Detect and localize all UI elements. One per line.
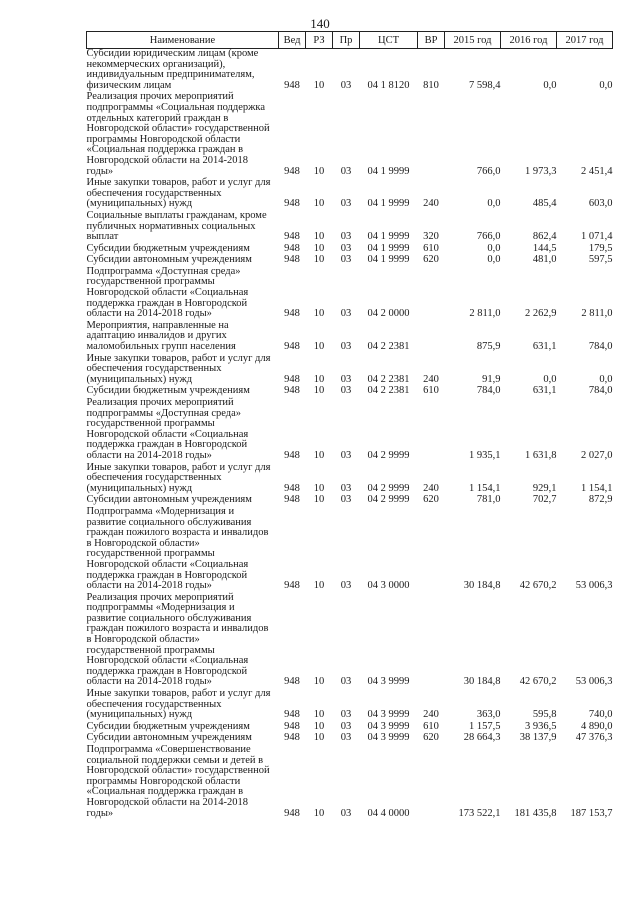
cell-2017: 740,0	[588, 709, 613, 721]
cell-ved: 948	[284, 385, 300, 397]
cell-cst: 04 3 9999	[367, 732, 410, 744]
table-row	[87, 92, 613, 178]
cell-2015: 781,0	[476, 494, 501, 506]
cell-vr	[418, 745, 445, 820]
cell-2015: 1 154,1	[469, 482, 501, 494]
cell-pr: 03	[340, 254, 352, 266]
cell-2017: 0,0	[599, 373, 613, 385]
cell-ved: 948	[284, 198, 300, 210]
cell-name: Иные закупки товаров, работ и услуг для обеспечения государственных (муниципальных) нужд	[86, 688, 271, 721]
cell-vr: 240	[423, 198, 439, 210]
cell-name: Субсидии бюджетным учреждениям	[86, 720, 250, 732]
cell-pr: 03	[340, 79, 352, 91]
table-row	[87, 178, 613, 211]
cell-rz: 10	[313, 242, 325, 254]
cell-ved: 948	[284, 676, 300, 688]
cell-cst: 04 2 0000	[367, 308, 410, 320]
cell-rz: 10	[313, 254, 325, 266]
cell-2016: 481,0	[532, 254, 557, 266]
cell-cst: 04 3 9999	[367, 709, 410, 721]
cell-2017: 1 071,4	[581, 231, 613, 243]
cell-vr	[418, 267, 445, 321]
cell-name: Иные закупки товаров, работ и услуг для обеспечения государственных (муниципальных) нужд	[86, 177, 271, 210]
cell-2017: 1 154,1	[581, 482, 613, 494]
table-row	[87, 211, 613, 244]
cell-vr: 240	[423, 373, 439, 385]
cell-name: Иные закупки товаров, работ и услуг для обеспечения государственных (муниципальных) нужд	[86, 352, 271, 385]
cell-cst: 04 3 0000	[367, 580, 410, 592]
cell-rz: 10	[313, 676, 325, 688]
cell-2015: 1 935,1	[469, 449, 501, 461]
cell-cst: 04 2 2381	[367, 341, 410, 353]
cell-2017: 53 006,3	[575, 676, 613, 688]
cell-cst: 04 2 9999	[367, 449, 410, 461]
cell-2015: 0,0	[487, 198, 501, 210]
cell-rz: 10	[313, 79, 325, 91]
cell-cst: 04 1 9999	[367, 198, 410, 210]
cell-pr: 03	[340, 231, 352, 243]
cell-vr: 240	[423, 709, 439, 721]
cell-2015: 2 811,0	[469, 308, 501, 320]
cell-ved: 948	[284, 165, 300, 177]
cell-2017: 2 811,0	[581, 308, 613, 320]
cell-pr: 03	[340, 807, 352, 819]
cell-vr: 610	[423, 242, 439, 254]
cell-name: Подпрограмма «Доступная среда» государственной программы Новгородской области «Социальная поддержка граждан в Новгородской области на 2014-2018 годы»	[86, 265, 249, 320]
cell-2016: 631,1	[532, 341, 557, 353]
cell-cst: 04 2 2381	[367, 385, 410, 397]
cell-2017: 2 027,0	[581, 449, 613, 461]
cell-rz: 10	[313, 494, 325, 506]
header-2017: 2017 год	[557, 32, 613, 49]
cell-pr: 03	[340, 709, 352, 721]
cell-pr: 03	[340, 308, 352, 320]
cell-cst: 04 3 9999	[367, 676, 410, 688]
cell-2016: 631,1	[532, 385, 557, 397]
budget-table	[86, 31, 613, 820]
cell-2017: 784,0	[588, 341, 613, 353]
cell-pr: 03	[340, 165, 352, 177]
cell-ved: 948	[284, 494, 300, 506]
cell-rz: 10	[313, 449, 325, 461]
cell-pr: 03	[340, 449, 352, 461]
cell-2015: 363,0	[476, 709, 501, 721]
page-number: 140	[310, 16, 330, 31]
table-row	[87, 398, 613, 463]
cell-ved: 948	[284, 732, 300, 744]
table-row	[87, 507, 613, 593]
cell-pr: 03	[340, 494, 352, 506]
cell-2016: 38 137,9	[519, 732, 557, 744]
cell-pr: 03	[340, 385, 352, 397]
cell-2016: 181 435,8	[514, 807, 557, 819]
cell-ved: 948	[284, 373, 300, 385]
cell-name: Субсидии юридическим лицам (кроме некоммерческих организаций), индивидуальным предпринимателям, физическим лицам	[86, 48, 259, 91]
cell-2015: 0,0	[487, 254, 501, 266]
cell-ved: 948	[284, 308, 300, 320]
cell-vr	[418, 507, 445, 593]
cell-2016: 3 936,5	[525, 720, 557, 732]
cell-name: Субсидии бюджетным учреждениям	[86, 385, 250, 397]
cell-2016: 0,0	[543, 79, 557, 91]
cell-2016: 1 973,3	[525, 165, 557, 177]
cell-2017: 0,0	[599, 79, 613, 91]
cell-ved: 948	[284, 720, 300, 732]
table-header-row	[87, 32, 613, 49]
cell-name: Субсидии автономным учреждениям	[86, 494, 252, 506]
cell-cst: 04 1 9999	[367, 254, 410, 266]
cell-vr: 620	[423, 494, 439, 506]
cell-ved: 948	[284, 482, 300, 494]
cell-2017: 47 376,3	[575, 732, 613, 744]
cell-ved: 948	[284, 449, 300, 461]
cell-2016: 2 262,9	[525, 308, 557, 320]
cell-2017: 872,9	[588, 494, 613, 506]
cell-rz: 10	[313, 308, 325, 320]
cell-ved: 948	[284, 231, 300, 243]
table-body	[87, 49, 613, 821]
cell-rz: 10	[313, 580, 325, 592]
cell-rz: 10	[313, 341, 325, 353]
cell-rz: 10	[313, 231, 325, 243]
cell-2015: 0,0	[487, 242, 501, 254]
cell-vr: 610	[423, 720, 439, 732]
cell-ved: 948	[284, 254, 300, 266]
cell-vr	[418, 92, 445, 178]
cell-2015: 28 664,3	[463, 732, 501, 744]
cell-pr: 03	[340, 676, 352, 688]
cell-2017: 597,5	[588, 254, 613, 266]
cell-name: Социальные выплаты гражданам, кроме публичных нормативных социальных выплат	[86, 209, 267, 243]
cell-2016: 144,5	[532, 242, 557, 254]
cell-2015: 784,0	[476, 385, 501, 397]
cell-2017: 784,0	[588, 385, 613, 397]
cell-cst: 04 1 9999	[367, 242, 410, 254]
table-row	[87, 354, 613, 387]
header-rz: РЗ	[306, 32, 333, 49]
header-pr: Пр	[333, 32, 360, 49]
cell-pr: 03	[340, 242, 352, 254]
cell-pr: 03	[340, 580, 352, 592]
table-row	[87, 745, 613, 820]
cell-rz: 10	[313, 807, 325, 819]
cell-2015: 875,9	[476, 341, 501, 353]
cell-vr: 620	[423, 254, 439, 266]
cell-rz: 10	[313, 373, 325, 385]
cell-vr	[418, 321, 445, 354]
table-row	[87, 689, 613, 722]
cell-vr: 610	[423, 385, 439, 397]
table-row	[87, 49, 613, 93]
table-row	[87, 593, 613, 689]
cell-2015: 91,9	[482, 373, 501, 385]
header-2016: 2016 год	[501, 32, 557, 49]
header-ved: Вед	[279, 32, 306, 49]
cell-2017: 603,0	[588, 198, 613, 210]
cell-2017: 187 153,7	[570, 807, 613, 819]
cell-name: Иные закупки товаров, работ и услуг для обеспечения государственных (муниципальных) нужд	[86, 461, 271, 494]
cell-2016: 0,0	[543, 373, 557, 385]
header-2015: 2015 год	[445, 32, 501, 49]
cell-vr: 620	[423, 732, 439, 744]
cell-2016: 1 631,8	[525, 449, 557, 461]
cell-cst: 04 2 2381	[367, 373, 410, 385]
table-row	[87, 267, 613, 321]
cell-pr: 03	[340, 341, 352, 353]
cell-2015: 30 184,8	[463, 580, 501, 592]
cell-ved: 948	[284, 79, 300, 91]
cell-rz: 10	[313, 198, 325, 210]
cell-2017: 4 890,0	[581, 720, 613, 732]
cell-pr: 03	[340, 732, 352, 744]
cell-name: Подпрограмма «Совершенствование социальной поддержки семьи и детей в Новгородской области» государственной программы Новгородской области «Социальная поддержка граждан в Новгородской области на 2014-2018 годы»	[86, 744, 270, 819]
cell-name: Субсидии автономным учреждениям	[86, 732, 252, 744]
cell-2015: 766,0	[476, 165, 501, 177]
cell-2017: 179,5	[588, 242, 613, 254]
cell-vr	[418, 593, 445, 689]
cell-vr: 320	[423, 231, 439, 243]
cell-vr: 810	[423, 79, 439, 91]
cell-rz: 10	[313, 482, 325, 494]
cell-2016: 862,4	[532, 231, 557, 243]
cell-pr: 03	[340, 720, 352, 732]
cell-2016: 929,1	[532, 482, 557, 494]
cell-vr	[418, 398, 445, 463]
table-row	[87, 321, 613, 354]
cell-cst: 04 2 9999	[367, 494, 410, 506]
cell-vr: 240	[423, 482, 439, 494]
cell-cst: 04 3 9999	[367, 720, 410, 732]
cell-pr: 03	[340, 373, 352, 385]
cell-rz: 10	[313, 709, 325, 721]
cell-rz: 10	[313, 385, 325, 397]
cell-ved: 948	[284, 242, 300, 254]
table-row	[87, 463, 613, 496]
cell-pr: 03	[340, 482, 352, 494]
cell-2016: 485,4	[532, 198, 557, 210]
cell-2016: 42 670,2	[519, 676, 557, 688]
cell-cst: 04 1 9999	[367, 231, 410, 243]
cell-rz: 10	[313, 720, 325, 732]
cell-2016: 595,8	[532, 709, 557, 721]
cell-2017: 2 451,4	[581, 165, 613, 177]
cell-name: Подпрограмма «Модернизация и развитие социального обслуживания граждан пожилого возраста и инвалидов в Новгородской области» государственной программы Новгородской области «Социальная поддержка граждан в Новгородской области на 2014-2018 годы»	[86, 505, 269, 592]
cell-rz: 10	[313, 165, 325, 177]
cell-rz: 10	[313, 732, 325, 744]
cell-ved: 948	[284, 580, 300, 592]
cell-ved: 948	[284, 709, 300, 721]
cell-cst: 04 2 9999	[367, 482, 410, 494]
cell-name: Реализация прочих мероприятий подпрограммы «Социальная поддержка отдельных категорий граждан в Новгородской области» государственной программы Новгородской области «Социальная поддержка граждан в Новгородской области на 2014-2018 годы»	[86, 91, 270, 177]
cell-cst: 04 1 8120	[367, 79, 410, 91]
cell-name: Реализация прочих мероприятий подпрограммы «Модернизация и развитие социального обслуживания граждан пожилого возраста и инвалидов в Новгородской области» государственной программы Новгородской области «Социальная поддержка граждан в Новгородской области на 2014-2018 годы»	[86, 591, 269, 688]
cell-ved: 948	[284, 807, 300, 819]
cell-name: Мероприятия, направленные на адаптацию инвалидов и других маломобильных групп населения	[86, 319, 236, 353]
cell-cst: 04 4 0000	[367, 807, 410, 819]
cell-ved: 948	[284, 341, 300, 353]
header-name: Наименование	[87, 32, 279, 49]
cell-2016: 42 670,2	[519, 580, 557, 592]
header-cst: ЦСТ	[360, 32, 418, 49]
cell-2015: 30 184,8	[463, 676, 501, 688]
cell-2015: 7 598,4	[469, 79, 501, 91]
cell-pr: 03	[340, 198, 352, 210]
cell-2016: 702,7	[532, 494, 557, 506]
cell-name: Реализация прочих мероприятий подпрограммы «Доступная среда» государственной программы Новгородской области «Социальная поддержка граждан в Новгородской области на 2014-2018 годы»	[86, 397, 249, 461]
cell-2017: 53 006,3	[575, 580, 613, 592]
cell-2015: 766,0	[476, 231, 501, 243]
cell-name: Субсидии бюджетным учреждениям	[86, 242, 250, 254]
cell-2015: 173 522,1	[458, 807, 501, 819]
cell-2015: 1 157,5	[469, 720, 501, 732]
cell-name: Субсидии автономным учреждениям	[86, 254, 252, 266]
cell-cst: 04 1 9999	[367, 165, 410, 177]
header-vr: ВР	[418, 32, 445, 49]
